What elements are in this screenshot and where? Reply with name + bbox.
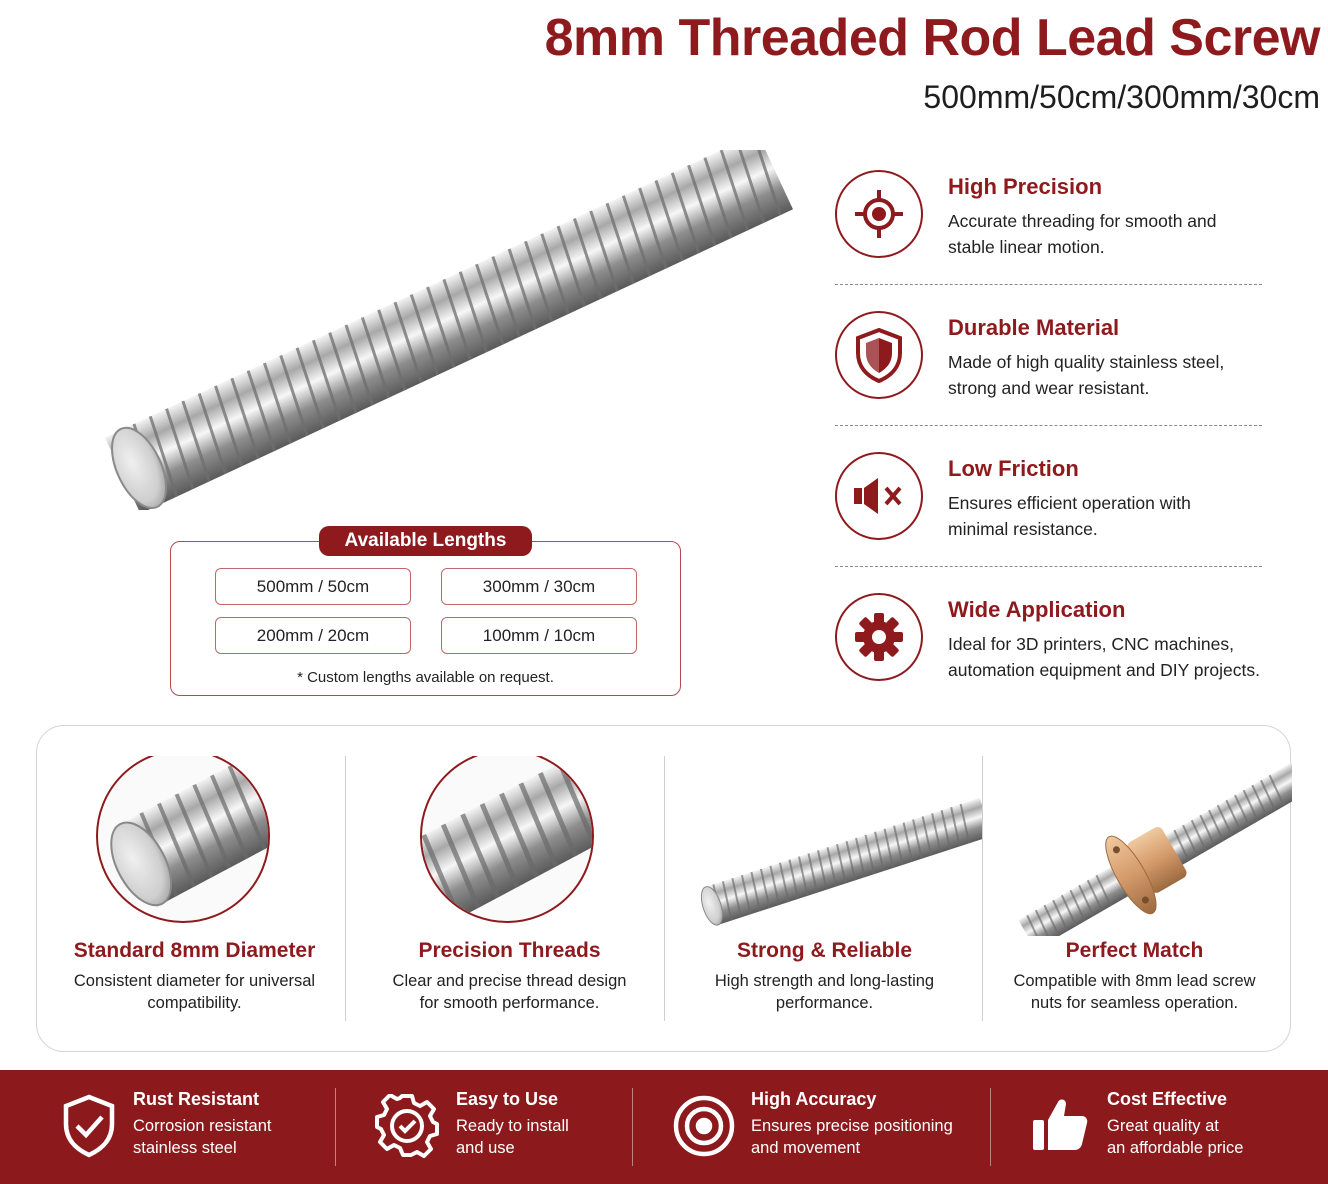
divider bbox=[632, 1088, 633, 1166]
card-description: High strength and long-lasting performance. bbox=[714, 972, 935, 1012]
diameter-closeup-image bbox=[37, 756, 352, 936]
card-description: Compatible with 8mm lead screw nuts for seamless operation. bbox=[1013, 972, 1256, 1012]
full-rod-image bbox=[667, 756, 982, 936]
detail-cards-panel bbox=[36, 725, 1291, 1052]
feature-description: Accurate threading for smooth and stable linear motion. bbox=[948, 211, 1217, 257]
feature-wide-application bbox=[835, 591, 1295, 732]
feature-title: Low Friction bbox=[948, 456, 1079, 481]
feature-list bbox=[835, 168, 1295, 732]
card-title: Precision Threads bbox=[418, 939, 601, 962]
feature-title: High Precision bbox=[948, 174, 1103, 199]
length-option[interactable]: 500mm / 50cm bbox=[215, 568, 411, 605]
card-title: Standard 8mm Diameter bbox=[73, 939, 316, 962]
feature-title: Durable Material bbox=[948, 315, 1120, 340]
length-option[interactable]: 200mm / 20cm bbox=[215, 617, 411, 654]
divider bbox=[335, 1088, 336, 1166]
length-option[interactable]: 100mm / 10cm bbox=[441, 617, 637, 654]
card-description: Consistent diameter for universal compatibility. bbox=[73, 972, 316, 1012]
feature-durable-material bbox=[835, 309, 1295, 450]
card-strong-reliable bbox=[667, 726, 982, 1053]
divider bbox=[664, 756, 665, 1021]
gear-icon bbox=[835, 593, 923, 681]
feature-low-friction bbox=[835, 450, 1295, 591]
page-header bbox=[545, 8, 1320, 116]
rod-with-nut-image bbox=[977, 756, 1292, 936]
card-standard-diameter bbox=[37, 726, 352, 1053]
length-option[interactable]: 300mm / 30cm bbox=[441, 568, 637, 605]
card-description: Clear and precise thread design for smooth performance. bbox=[392, 972, 627, 1012]
feature-high-precision bbox=[835, 168, 1295, 309]
divider bbox=[835, 566, 1262, 567]
card-title: Strong & Reliable bbox=[736, 939, 913, 962]
custom-length-note: * Custom lengths available on request. bbox=[297, 669, 554, 686]
feature-description: Ideal for 3D printers, CNC machines, automation equipment and DIY projects. bbox=[948, 634, 1260, 680]
card-precision-threads bbox=[352, 726, 667, 1053]
feature-title: Wide Application bbox=[948, 597, 1126, 622]
divider bbox=[345, 756, 346, 1021]
available-lengths-box bbox=[170, 530, 681, 696]
hero-rod-image bbox=[60, 150, 800, 510]
benefit-title: Cost Effective bbox=[1107, 1089, 1228, 1109]
benefit-description: Corrosion resistant stainless steel bbox=[133, 1117, 272, 1157]
target-icon bbox=[672, 1094, 736, 1158]
benefit-title: High Accuracy bbox=[751, 1089, 877, 1109]
available-lengths-heading: Available Lengths bbox=[319, 526, 532, 556]
divider bbox=[835, 284, 1262, 285]
threads-closeup-image bbox=[352, 756, 667, 936]
mute-speaker-icon bbox=[835, 452, 923, 540]
benefit-title: Easy to Use bbox=[456, 1089, 559, 1109]
shield-icon bbox=[835, 311, 923, 399]
page-subtitle: 500mm/50cm/300mm/30cm bbox=[923, 79, 1320, 115]
benefit-description: Ensures precise positioning and movement bbox=[751, 1117, 953, 1157]
thumbs-up-icon bbox=[1030, 1094, 1094, 1158]
divider bbox=[835, 425, 1262, 426]
gear-check-icon bbox=[375, 1094, 439, 1158]
feature-description: Ensures efficient operation with minimal resistance. bbox=[948, 493, 1191, 539]
shield-check-icon bbox=[62, 1094, 126, 1158]
benefits-footer bbox=[0, 1070, 1328, 1184]
divider bbox=[990, 1088, 991, 1166]
card-title: Perfect Match bbox=[1065, 939, 1204, 962]
target-icon bbox=[835, 170, 923, 258]
feature-description: Made of high quality stainless steel, strong and wear resistant. bbox=[948, 352, 1225, 398]
page-title: 8mm Threaded Rod Lead Screw bbox=[544, 9, 1320, 67]
benefit-title: Rust Resistant bbox=[133, 1089, 260, 1109]
benefit-description: Great quality at an affordable price bbox=[1107, 1117, 1244, 1157]
benefit-description: Ready to install and use bbox=[456, 1117, 569, 1157]
card-perfect-match bbox=[977, 726, 1292, 1053]
